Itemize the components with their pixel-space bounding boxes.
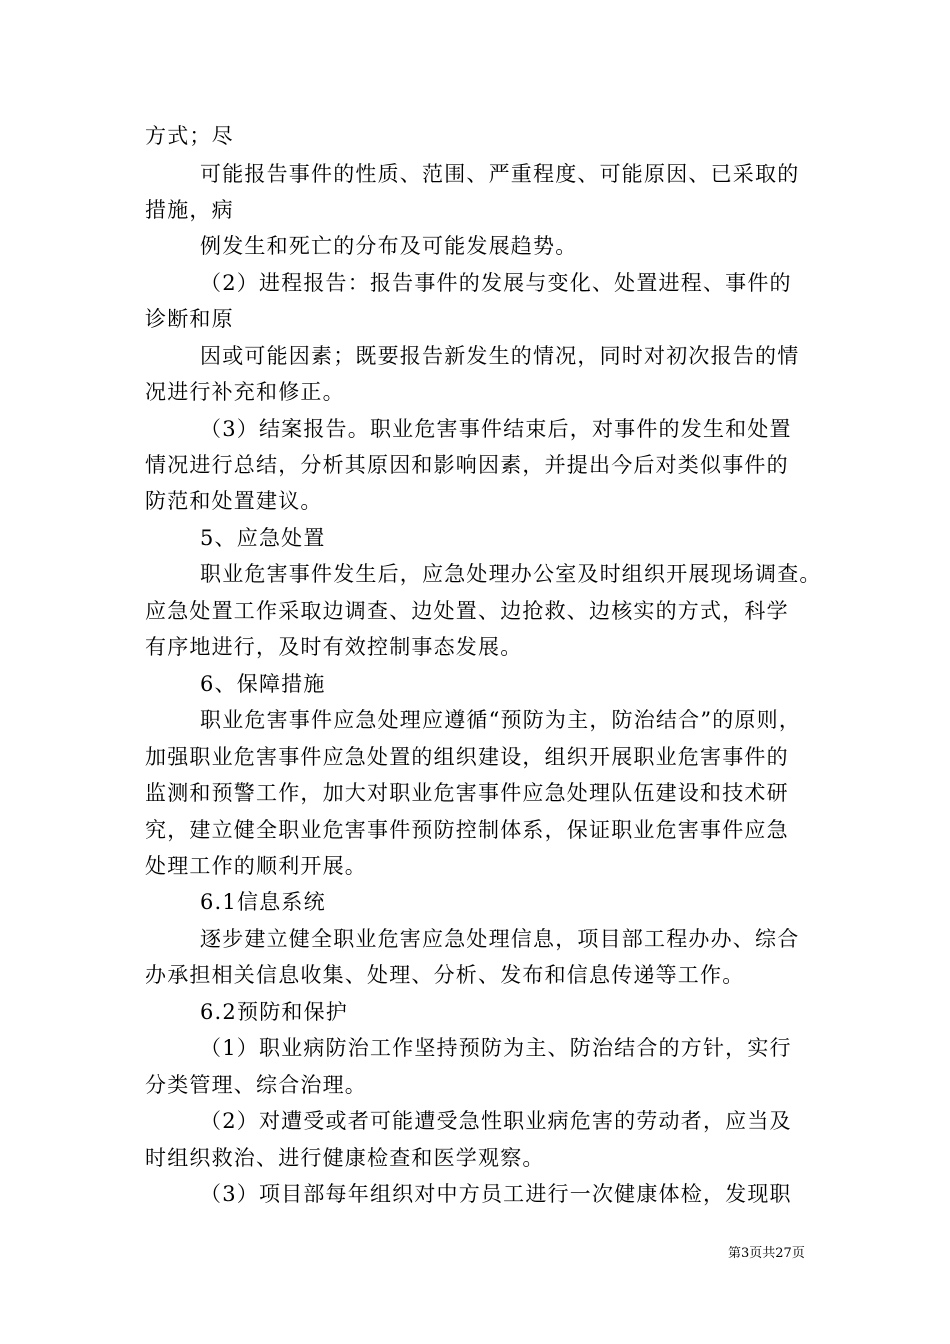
body-line: 可能报告事件的性质、范围、严重程度、可能原因、已采取的 (200, 162, 800, 186)
body-line: 应急处置工作采取边调查、边处置、边抢救、边核实的方式，科学 (145, 599, 789, 623)
body-line: 逐步建立健全职业危害应急处理信息，项目部工程办办、综合 (200, 927, 800, 951)
body-line: 监测和预警工作，加大对职业危害事件应急处理队伍建设和技术研 (145, 781, 789, 805)
body-line: 处理工作的顺利开展。 (145, 854, 367, 878)
section-heading: 6.1信息系统 (200, 890, 326, 914)
body-line: 因或可能因素；既要报告新发生的情况，同时对初次报告的情 (200, 344, 800, 368)
body-line: 例发生和死亡的分布及可能发展趋势。 (200, 234, 578, 258)
body-line: 分类管理、综合治理。 (145, 1073, 367, 1097)
body-line: （1）职业病防治工作坚持预防为主、防治结合的方针，实行 (200, 1036, 792, 1060)
body-line: （2）对遭受或者可能遭受急性职业病危害的劳动者，应当及 (200, 1109, 792, 1133)
body-line: （3）项目部每年组织对中方员工进行一次健康体检，发现职 (200, 1182, 792, 1206)
body-line: 时组织救治、进行健康检查和医学观察。 (145, 1146, 545, 1170)
body-line: 职业危害事件发生后，应急处理办公室及时组织开展现场调查。 (200, 562, 822, 586)
body-line: 况进行补充和修正。 (145, 380, 345, 404)
body-line: 加强职业危害事件应急处置的组织建设，组织开展职业危害事件的 (145, 745, 789, 769)
section-heading: 6.2预防和保护 (200, 1000, 348, 1024)
body-line: 职业危害事件应急处理应遵循“预防为主，防治结合”的原则， (200, 708, 802, 732)
body-line: 办承担相关信息收集、处理、分析、发布和信息传递等工作。 (145, 963, 745, 987)
body-line: 究，建立健全职业危害事件预防控制体系，保证职业危害事件应急 (145, 818, 789, 842)
body-line: 防范和处置建议。 (145, 489, 323, 513)
body-line: 诊断和原 (145, 307, 234, 331)
body-line: 情况进行总结，分析其原因和影响因素，并提出今后对类似事件的 (145, 453, 789, 477)
body-line: 有序地进行，及时有效控制事态发展。 (145, 635, 523, 659)
body-line: 方式；尽 (145, 124, 234, 148)
section-heading: 5、应急处置 (200, 526, 326, 550)
body-line: 措施，病 (145, 198, 234, 222)
body-line: （3）结案报告。职业危害事件结束后，对事件的发生和处置 (200, 417, 792, 441)
page-number-footer: 第3页共27页 (728, 1246, 805, 1261)
body-line: （2）进程报告：报告事件的发展与变化、处置进程、事件的 (200, 271, 792, 295)
section-heading: 6、保障措施 (200, 672, 326, 696)
